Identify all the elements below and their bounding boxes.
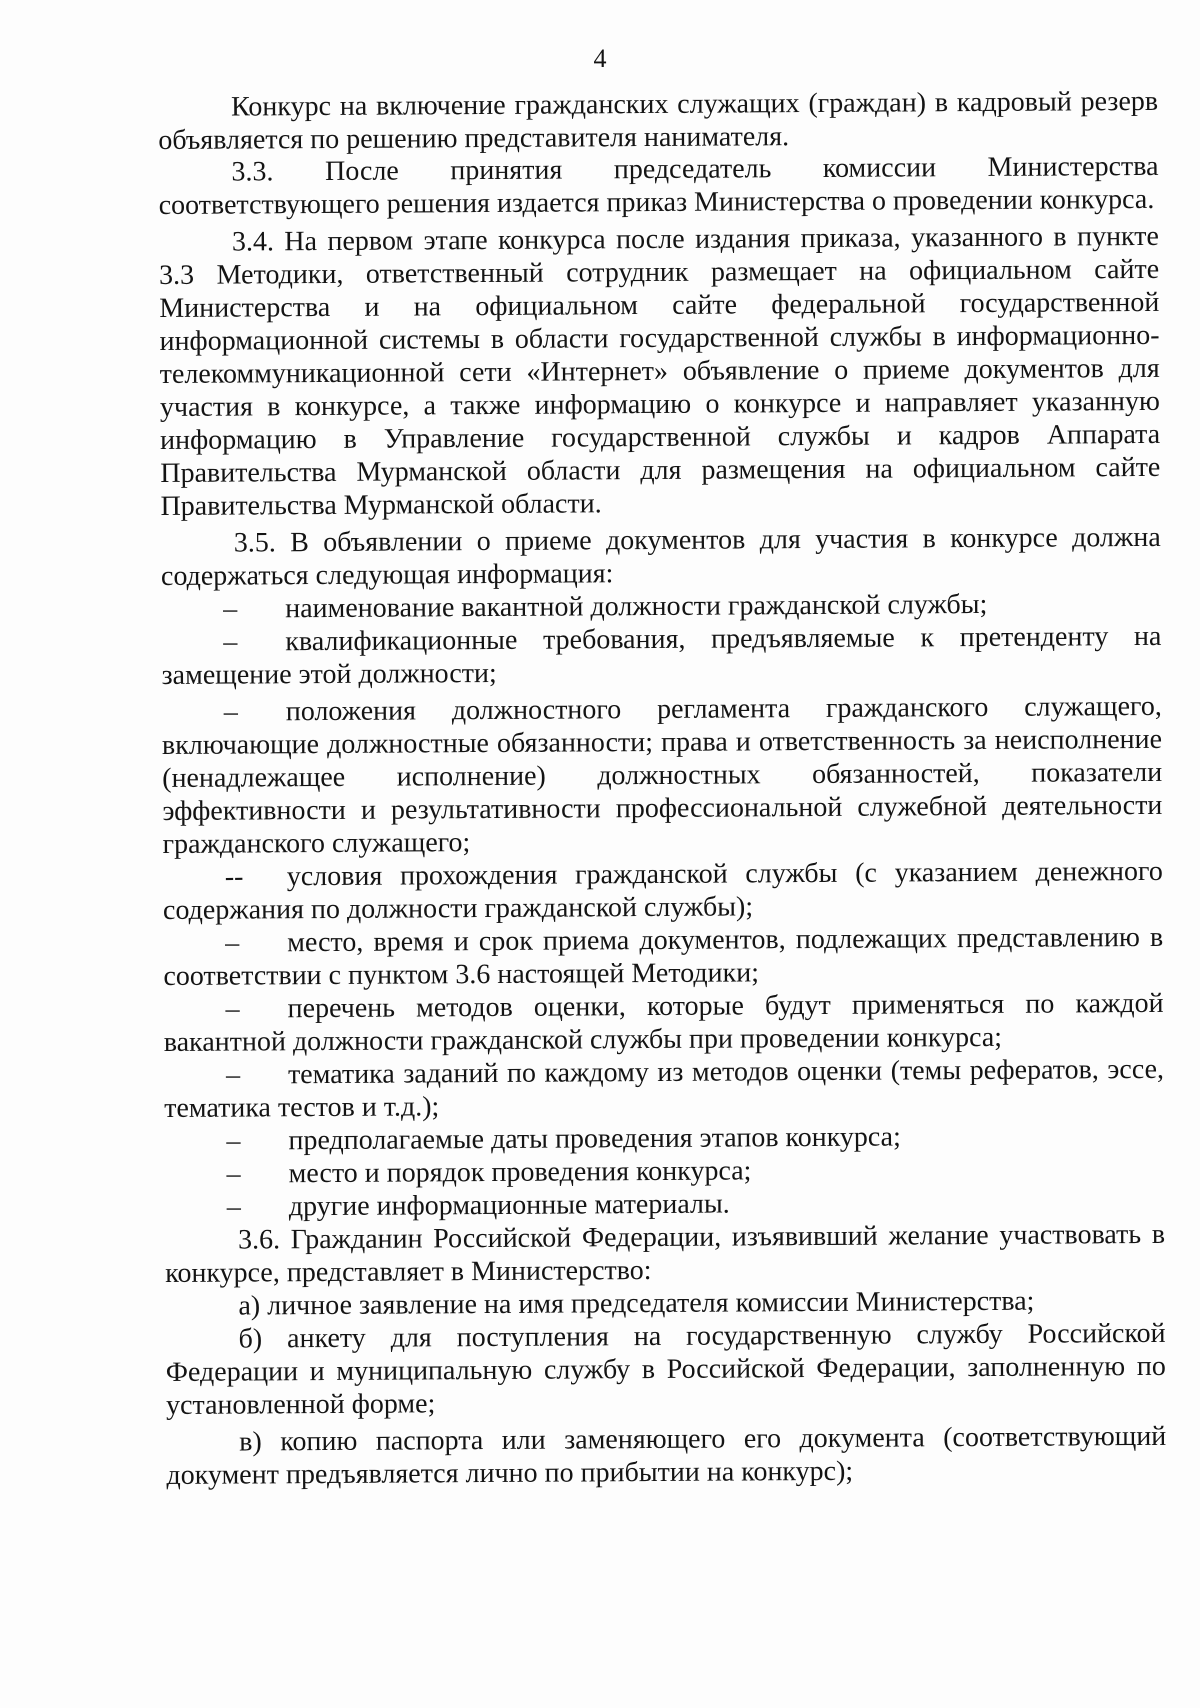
list-dash: –	[226, 1191, 241, 1223]
list-dash: –	[226, 1125, 241, 1157]
list-item-text: другие информационные материалы.	[288, 1188, 730, 1223]
paragraph-item-b: б) анкету для поступления на государственную службу Российской Федерации и муниципальную службу в Российской Федерации, заполненную по установленной форме;	[165, 1317, 1166, 1421]
list-dash: –	[225, 1059, 241, 1091]
list-item	[162, 690, 1163, 861]
list-item-text: место, время и срок приема документов, подлежащих представлению в соответствии с пунктом 3.6 настоящей Методики;	[163, 921, 1164, 992]
paragraph-item-a: а) личное заявление на имя председателя комиссии Министерства;	[238, 1285, 1035, 1322]
list-dash: –	[223, 593, 238, 625]
list-dash: –	[225, 927, 240, 959]
list-item	[161, 620, 1161, 692]
list-dash: --	[224, 861, 244, 893]
list-item-text: место и порядок проведения конкурса;	[288, 1155, 752, 1190]
paragraph-3-5: 3.5. В объявлении о приеме документов для участия в конкурсе должна содержаться следующая информация:	[160, 521, 1161, 592]
list-dash: –	[226, 1158, 241, 1190]
document-body	[158, 85, 1167, 1492]
list-item	[163, 921, 1163, 993]
list-dash: –	[225, 993, 240, 1025]
paragraph-3-4: 3.4. На первом этапе конкурса после издания приказа, указанного в пункте 3.3 Методики, ответственный сотрудник размещает на официальном сайте Министерства и на официальном сайте федеральной государственной информационной системы в области государственной службы в информационно-телекоммуникационной сети «Интернет» объявление о приеме документов для участия в конкурсе, а также информацию о конкурсе и направляет указанную информацию в Управление государственной службы и кадров Аппарата Правительства Мурманской области для размещения на официальном сайте Правительства Мурманской области.	[159, 220, 1161, 522]
list-item-text: квалификационные требования, предъявляемые к претенденту на замещение этой должности;	[161, 620, 1162, 691]
paragraph-reserve-announcement: Конкурс на включение гражданских служащих (граждан) в кадровый резерв объявляется по решению представителя нанимателя.	[158, 85, 1159, 156]
list-item	[164, 987, 1164, 1059]
list-item-text: предполагаемые даты проведения этапов конкурса;	[288, 1121, 901, 1157]
list-item-text: перечень методов оценки, которые будут применяться по каждой вакантной должности гражданской службы при проведении конкурса;	[163, 987, 1164, 1058]
paragraph-item-v: в) копию паспорта или заменяющего его документа (соответствующий документ предъявляется лично по прибытии на конкурс);	[166, 1420, 1167, 1491]
list-item-text: тематика заданий по каждому из методов оценки (темы рефератов, эссе, тематика тестов и т.д.);	[164, 1053, 1165, 1124]
list-item	[163, 855, 1163, 927]
list-item-text: условия прохождения гражданской службы (с указанием денежного содержания по должности гражданской службы);	[162, 855, 1163, 926]
list-item	[164, 1053, 1164, 1125]
paragraph-3-6: 3.6. Гражданин Российской Федерации, изъявивший желание участвовать в конкурсе, представляет в Министерство:	[165, 1218, 1166, 1289]
list-dash: –	[223, 696, 238, 728]
list-item-text: положения должностного регламента гражданского служащего, включающие должностные обязанности; права и ответственность за неисполнение (ненадлежащее исполнение) должностных обязанностей, показатели эффективности и результативности профессиональной служебной деятельности гражданского служащего;	[161, 690, 1163, 860]
list-item-text: наименование вакантной должности гражданской службы;	[285, 588, 988, 625]
list-dash: –	[223, 626, 238, 658]
page-number: 4	[593, 44, 607, 73]
paragraph-3-3: 3.3. После принятия председатель комиссии Министерства соответствующего решения издается приказ Министерства о проведении конкурса.	[158, 150, 1159, 221]
